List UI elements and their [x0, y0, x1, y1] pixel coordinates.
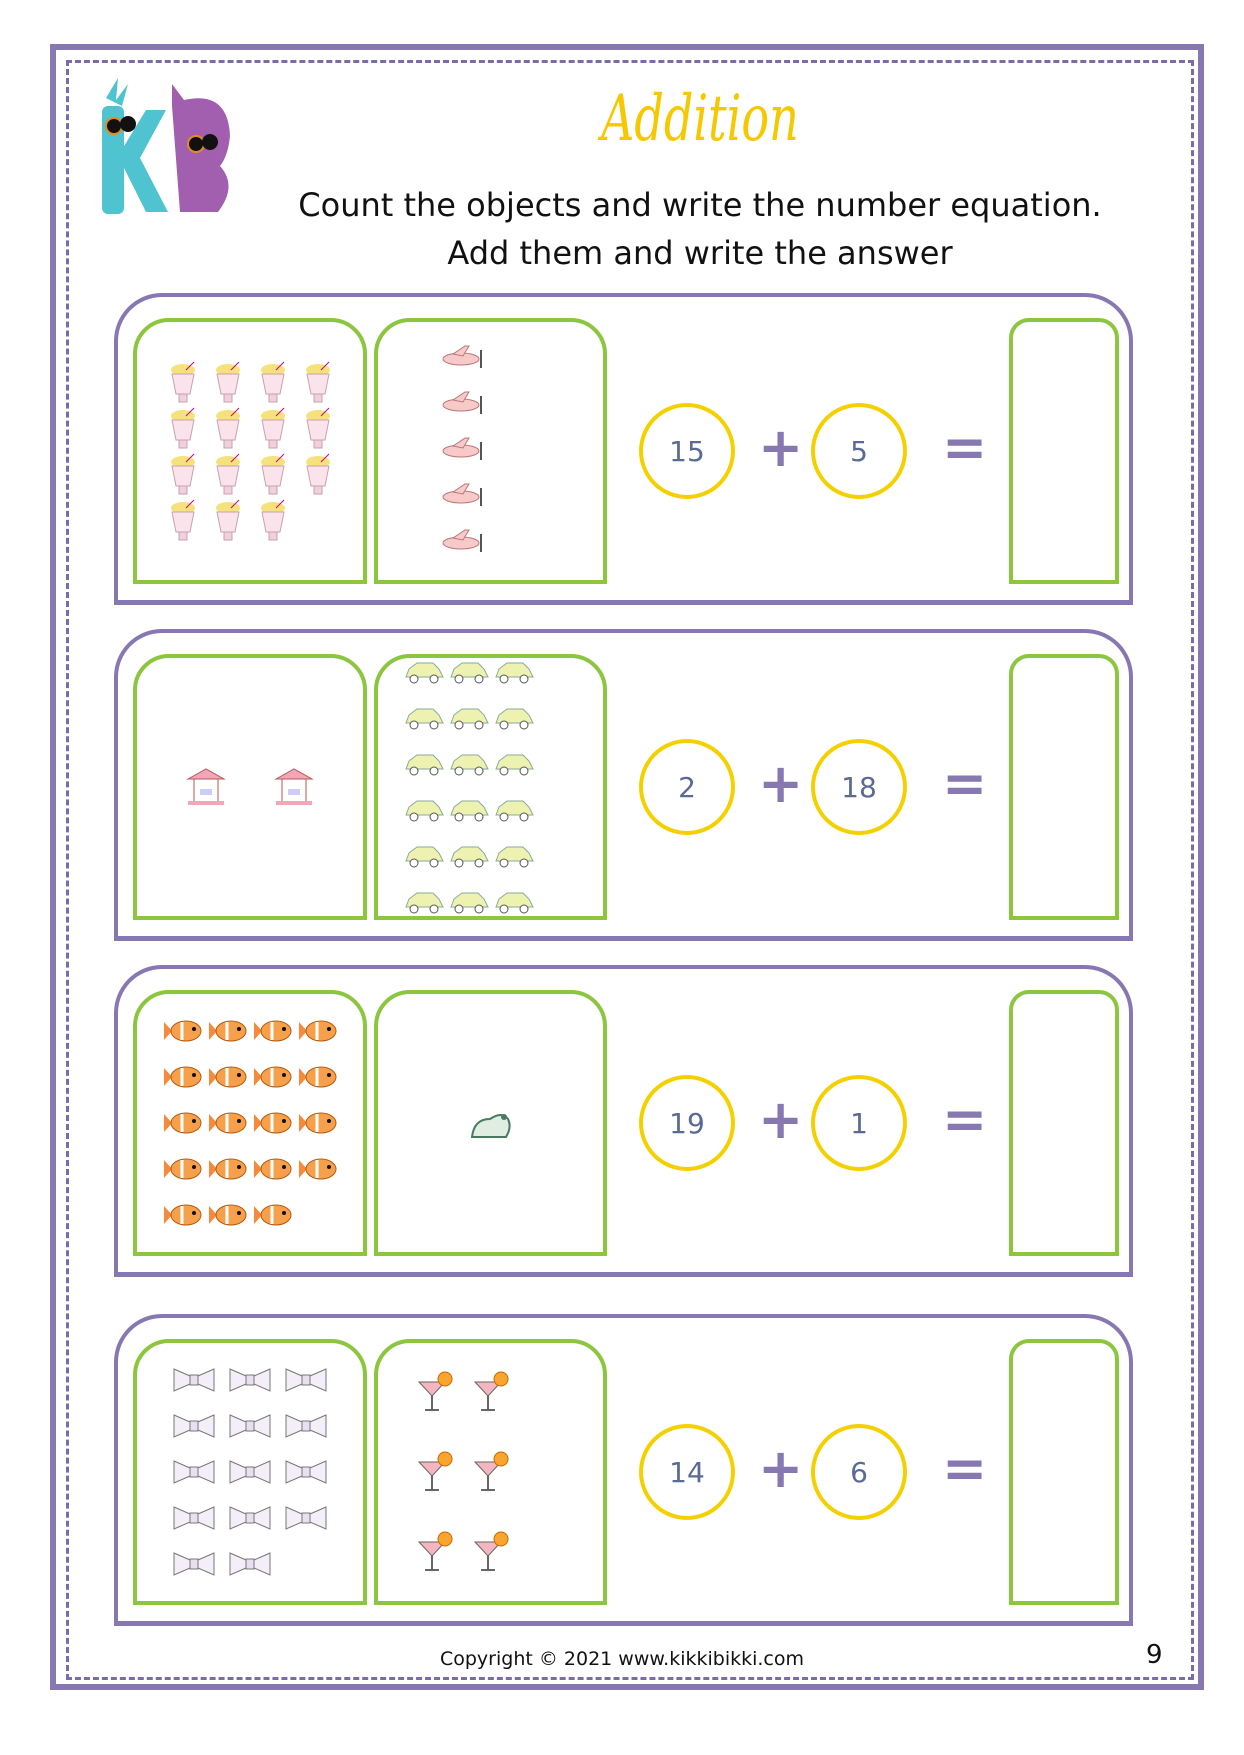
first-addend-circle: 14	[639, 1424, 735, 1520]
answer-box[interactable]	[1009, 318, 1119, 584]
bowtie-icon	[166, 1449, 222, 1495]
fish-icon	[295, 1054, 340, 1100]
equals-sign: =	[942, 1088, 988, 1151]
first-addend-circle: 19	[639, 1075, 735, 1171]
object-group	[137, 322, 363, 580]
fish-icon	[205, 1146, 250, 1192]
car-icon	[446, 833, 491, 879]
frog-icon	[463, 1100, 518, 1146]
fish-icon	[250, 1192, 295, 1238]
answer-box[interactable]	[1009, 990, 1119, 1256]
milkshake-icon	[205, 497, 250, 543]
bowtie-icon	[222, 1403, 278, 1449]
bowtie-icon	[222, 1357, 278, 1403]
bowtie-icon	[166, 1357, 222, 1403]
milkshake-icon	[250, 497, 295, 543]
car-icon	[401, 649, 446, 695]
object-group	[378, 322, 603, 580]
bowtie-icon	[278, 1357, 334, 1403]
carousel-icon	[162, 764, 250, 810]
car-icon	[491, 741, 536, 787]
instruction-line-1: Count the objects and write the number equation.	[298, 186, 1102, 224]
answer-box[interactable]	[1009, 654, 1119, 920]
second-addend-circle: 1	[811, 1075, 907, 1171]
right-objects-box	[374, 1339, 607, 1605]
fish-icon	[160, 1192, 205, 1238]
car-icon	[491, 833, 536, 879]
milkshake-icon	[250, 451, 295, 497]
fish-icon	[160, 1008, 205, 1054]
equals-sign: =	[942, 416, 988, 479]
fish-icon	[250, 1100, 295, 1146]
equals-sign: =	[942, 752, 988, 815]
milkshake-icon	[160, 497, 205, 543]
milkshake-icon	[205, 359, 250, 405]
car-icon	[446, 879, 491, 925]
problem-row-2	[114, 629, 1133, 941]
bowtie-icon	[278, 1495, 334, 1541]
bowtie-icon	[222, 1449, 278, 1495]
fish-icon	[250, 1054, 295, 1100]
milkshake-icon	[250, 405, 295, 451]
milkshake-icon	[295, 405, 340, 451]
second-addend-circle: 6	[811, 1424, 907, 1520]
copyright: Copyright © 2021 www.kikkibikki.com	[439, 1648, 805, 1670]
car-icon	[401, 833, 446, 879]
answer-box[interactable]	[1009, 1339, 1119, 1605]
car-icon	[446, 787, 491, 833]
cocktail-icon	[407, 1512, 463, 1592]
object-group	[137, 1343, 363, 1601]
problem-row-3	[114, 965, 1133, 1277]
carousel-icon	[250, 764, 338, 810]
milkshake-icon	[160, 405, 205, 451]
cocktail-icon	[463, 1512, 519, 1592]
fish-icon	[250, 1008, 295, 1054]
page-title: Addition	[601, 82, 799, 156]
fish-icon	[295, 1100, 340, 1146]
milkshake-icon	[295, 359, 340, 405]
car-icon	[491, 879, 536, 925]
object-group	[137, 658, 363, 916]
fish-icon	[160, 1146, 205, 1192]
bowtie-icon	[166, 1403, 222, 1449]
bowtie-icon	[166, 1541, 222, 1587]
fish-icon	[160, 1100, 205, 1146]
milkshake-icon	[160, 451, 205, 497]
fish-icon	[295, 1146, 340, 1192]
bowtie-icon	[222, 1495, 278, 1541]
plus-sign: +	[758, 1088, 804, 1151]
object-group	[378, 658, 603, 916]
airplane-icon	[435, 520, 491, 566]
kikkibikki-logo	[88, 76, 248, 216]
cocktail-icon	[463, 1352, 519, 1432]
bowtie-icon	[278, 1403, 334, 1449]
fish-icon	[250, 1146, 295, 1192]
plus-sign: +	[758, 416, 804, 479]
equals-sign: =	[942, 1437, 988, 1500]
fish-icon	[205, 1192, 250, 1238]
car-icon	[401, 787, 446, 833]
milkshake-icon	[295, 451, 340, 497]
left-objects-box	[133, 990, 367, 1256]
fish-icon	[205, 1054, 250, 1100]
right-objects-box	[374, 654, 607, 920]
first-addend-circle: 15	[639, 403, 735, 499]
object-group	[378, 1343, 603, 1601]
cocktail-icon	[407, 1352, 463, 1432]
object-group	[378, 994, 603, 1252]
car-icon	[491, 695, 536, 741]
second-addend-circle: 18	[811, 739, 907, 835]
right-objects-box	[374, 990, 607, 1256]
fish-icon	[205, 1100, 250, 1146]
first-addend-circle: 2	[639, 739, 735, 835]
left-objects-box	[133, 654, 367, 920]
car-icon	[446, 649, 491, 695]
milkshake-icon	[160, 359, 205, 405]
airplane-icon	[435, 336, 491, 382]
car-icon	[401, 695, 446, 741]
car-icon	[401, 741, 446, 787]
fish-icon	[160, 1054, 205, 1100]
instruction-line-2: Add them and write the answer	[447, 234, 953, 272]
problem-row-1	[114, 293, 1133, 605]
fish-icon	[295, 1008, 340, 1054]
airplane-icon	[435, 474, 491, 520]
right-objects-box	[374, 318, 607, 584]
bowtie-icon	[278, 1449, 334, 1495]
fish-icon	[205, 1008, 250, 1054]
page-number: 9	[1146, 1640, 1163, 1670]
left-objects-box	[133, 1339, 367, 1605]
airplane-icon	[435, 428, 491, 474]
milkshake-icon	[205, 451, 250, 497]
car-icon	[401, 879, 446, 925]
milkshake-icon	[205, 405, 250, 451]
bowtie-icon	[222, 1541, 278, 1587]
car-icon	[491, 649, 536, 695]
cocktail-icon	[463, 1432, 519, 1512]
object-group	[137, 994, 363, 1252]
bowtie-icon	[166, 1495, 222, 1541]
problem-row-4	[114, 1314, 1133, 1626]
airplane-icon	[435, 382, 491, 428]
milkshake-icon	[250, 359, 295, 405]
plus-sign: +	[758, 1437, 804, 1500]
car-icon	[446, 695, 491, 741]
car-icon	[446, 741, 491, 787]
car-icon	[491, 787, 536, 833]
left-objects-box	[133, 318, 367, 584]
cocktail-icon	[407, 1432, 463, 1512]
plus-sign: +	[758, 752, 804, 815]
second-addend-circle: 5	[811, 403, 907, 499]
